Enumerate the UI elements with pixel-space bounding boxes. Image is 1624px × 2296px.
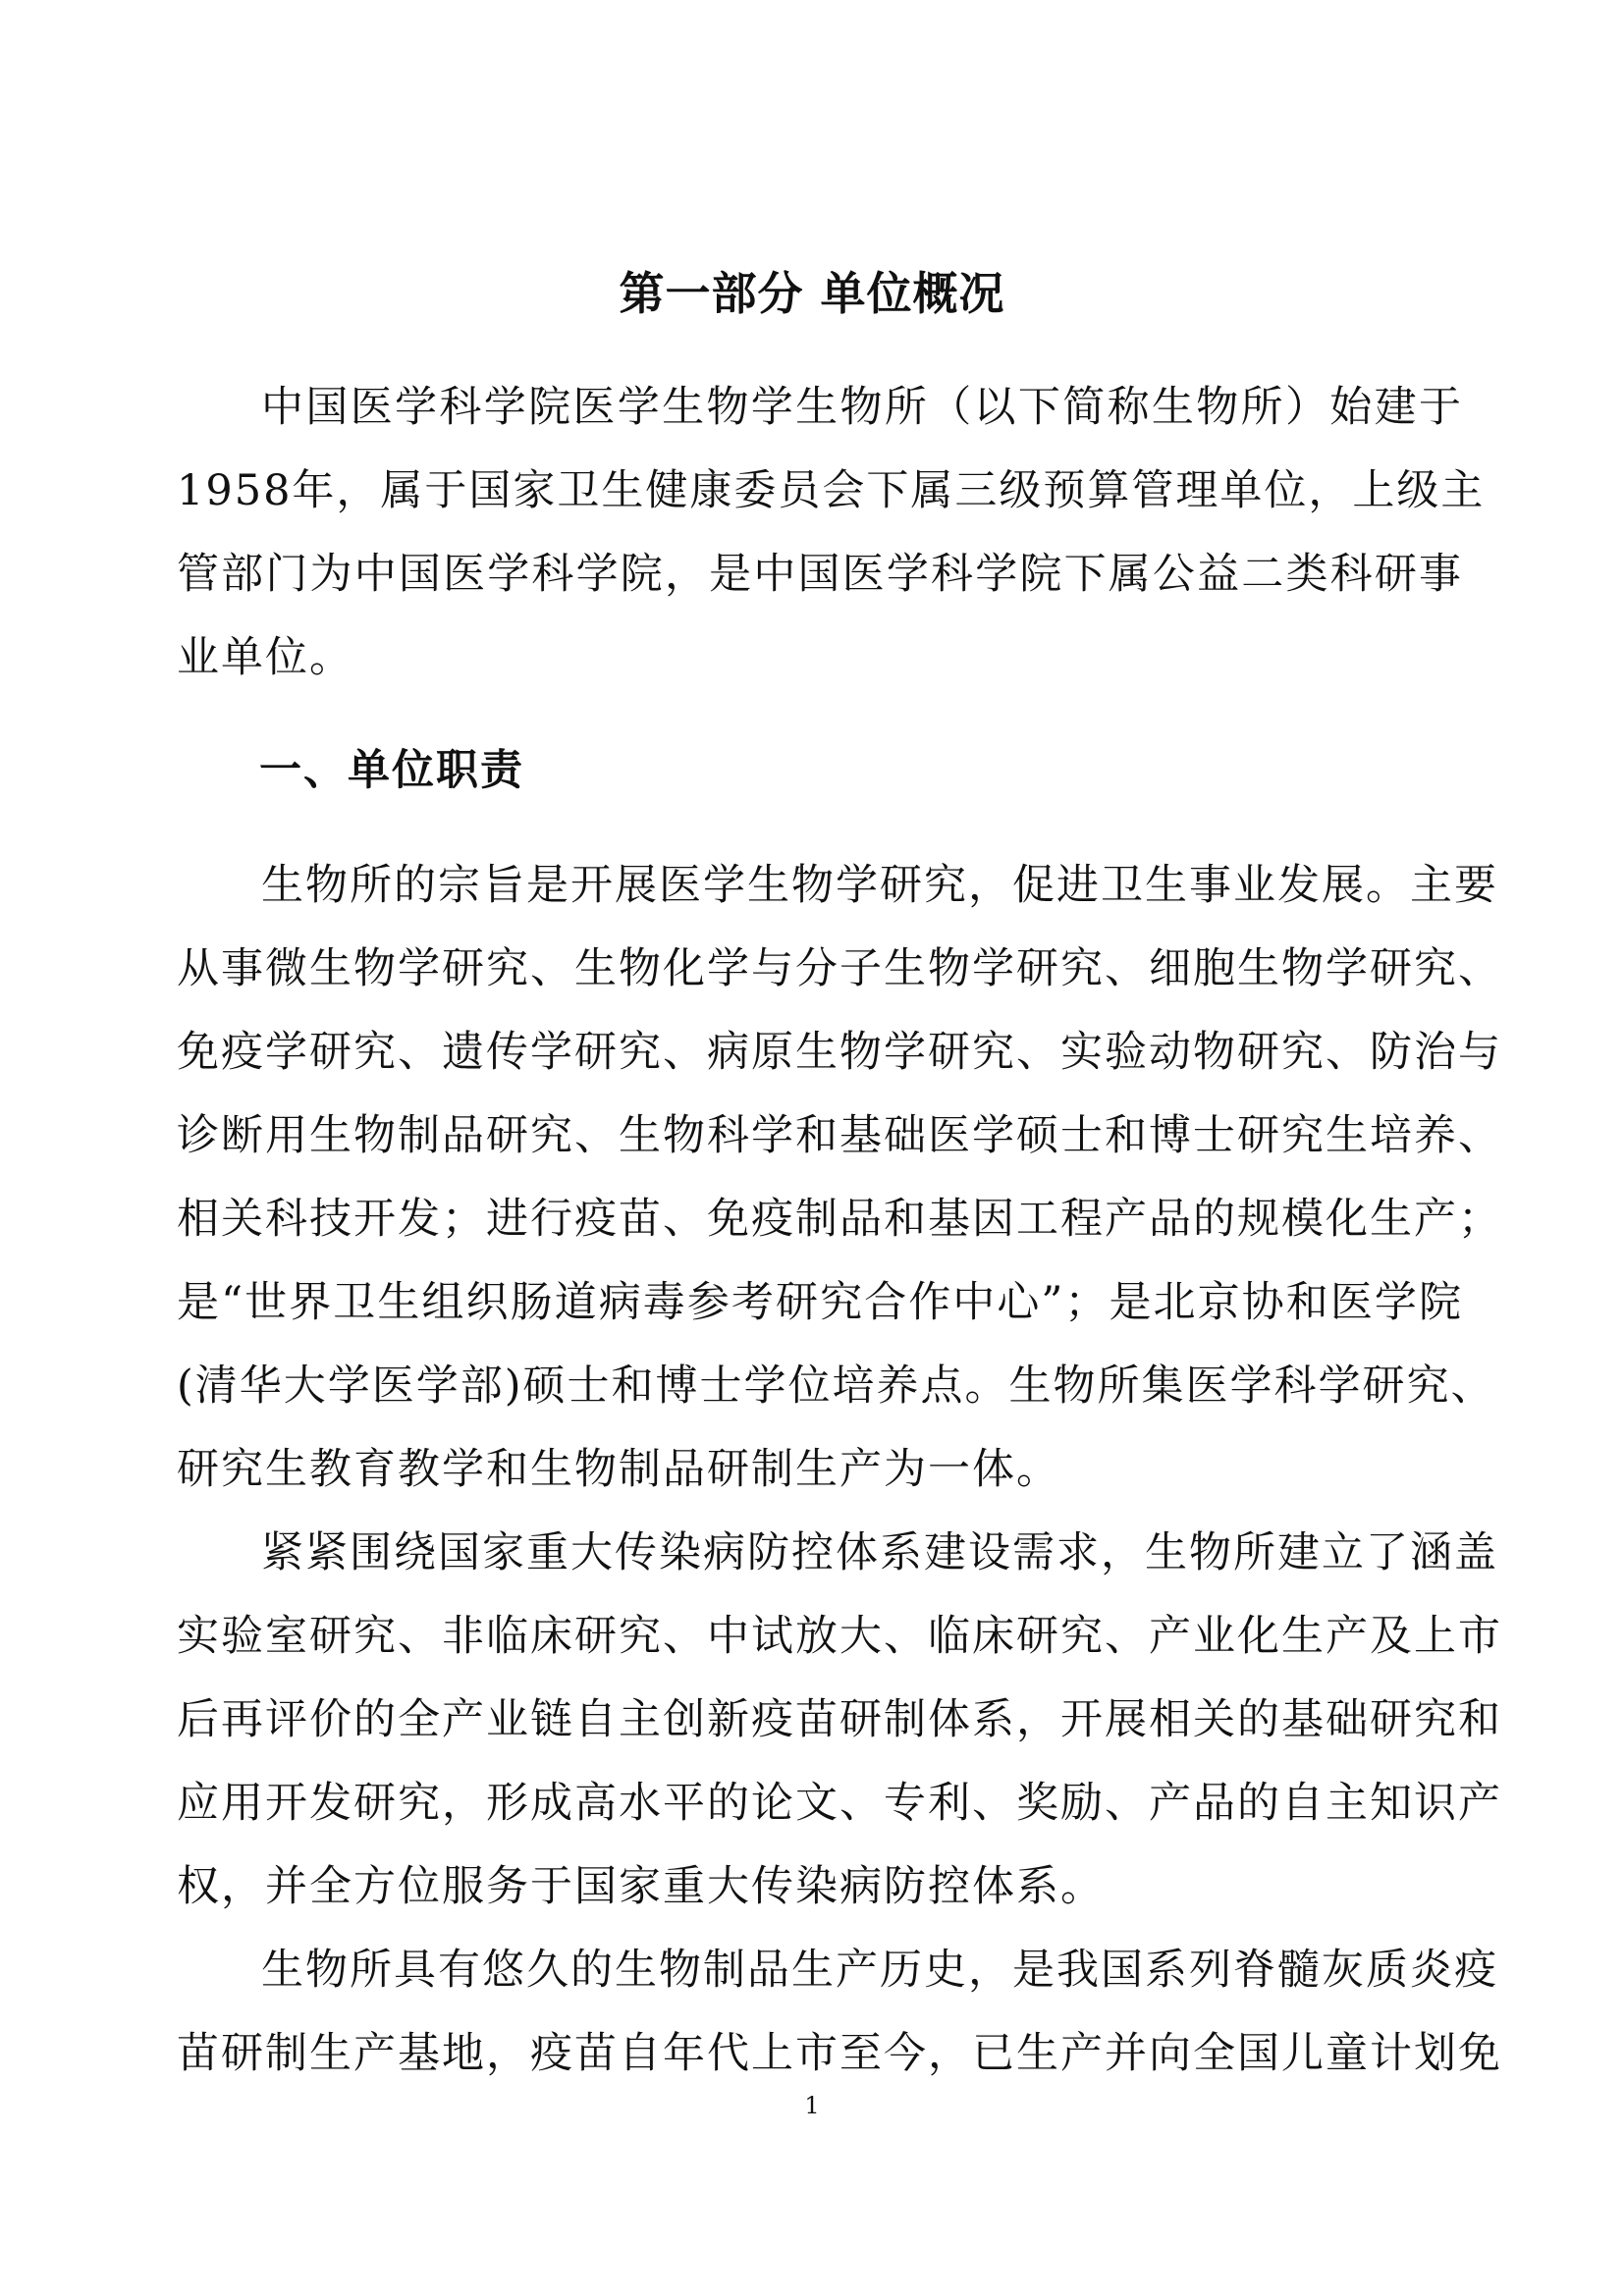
paragraph-3-line-1: 生物所具有悠久的生物制品生产历史，是我国系列脊髓灰质炎疫	[261, 1946, 1498, 1995]
intro-line-3: 管部门为中国医学科学院，是中国医学科学院下属公益二类科研事	[177, 550, 1463, 599]
paragraph-1-line-5: 相关科技开发；进行疫苗、免疫制品和基因工程产品的规模化生产；	[177, 1195, 1502, 1244]
paragraph-2-line-5: 权，并全方位服务于国家重大传染病防控体系。	[177, 1862, 1105, 1911]
paragraph-2-line-1: 紧紧围绕国家重大传染病防控体系建设需求，生物所建立了涵盖	[261, 1528, 1498, 1577]
section-heading: 一、单位职责	[259, 746, 524, 795]
paragraph-1-line-6: 是“世界卫生组织肠道病毒参考研究合作中心”；是北京协和医学院	[177, 1278, 1463, 1327]
intro-line-2: 1958年，属于国家卫生健康委员会下属三级预算管理单位，上级主	[177, 466, 1486, 515]
paragraph-1-line-7: (清华大学医学部)硕士和博士学位培养点。生物所集医学科学研究、	[177, 1362, 1495, 1411]
page-number: 1	[804, 2092, 820, 2119]
paragraph-3-line-2: 苗研制生产基地，疫苗自年代上市至今，已生产并向全国儿童计划免	[177, 2029, 1502, 2078]
paragraph-2-line-4: 应用开发研究，形成高水平的论文、专利、奖励、产品的自主知识产	[177, 1779, 1502, 1828]
paragraph-1-line-8: 研究生教育教学和生物制品研制生产为一体。	[177, 1445, 1060, 1494]
paragraph-2-line-2: 实验室研究、非临床研究、中试放大、临床研究、产业化生产及上市	[177, 1612, 1502, 1661]
intro-line-1: 中国医学科学院医学生物学生物所（以下简称生物所）始建于	[261, 383, 1463, 432]
page-title: 第一部分 单位概况	[619, 267, 1005, 320]
intro-line-4: 业单位。	[177, 633, 353, 682]
paragraph-1-line-2: 从事微生物学研究、生物化学与分子生物学研究、细胞生物学研究、	[177, 944, 1502, 993]
paragraph-2-line-3: 后再评价的全产业链自主创新疫苗研制体系，开展相关的基础研究和	[177, 1695, 1502, 1744]
paragraph-1-line-4: 诊断用生物制品研究、生物科学和基础医学硕士和博士研究生培养、	[177, 1111, 1502, 1160]
paragraph-1-line-3: 免疫学研究、遗传学研究、病原生物学研究、实验动物研究、防治与	[177, 1028, 1502, 1077]
paragraph-1-line-1: 生物所的宗旨是开展医学生物学研究，促进卫生事业发展。主要	[261, 861, 1498, 910]
